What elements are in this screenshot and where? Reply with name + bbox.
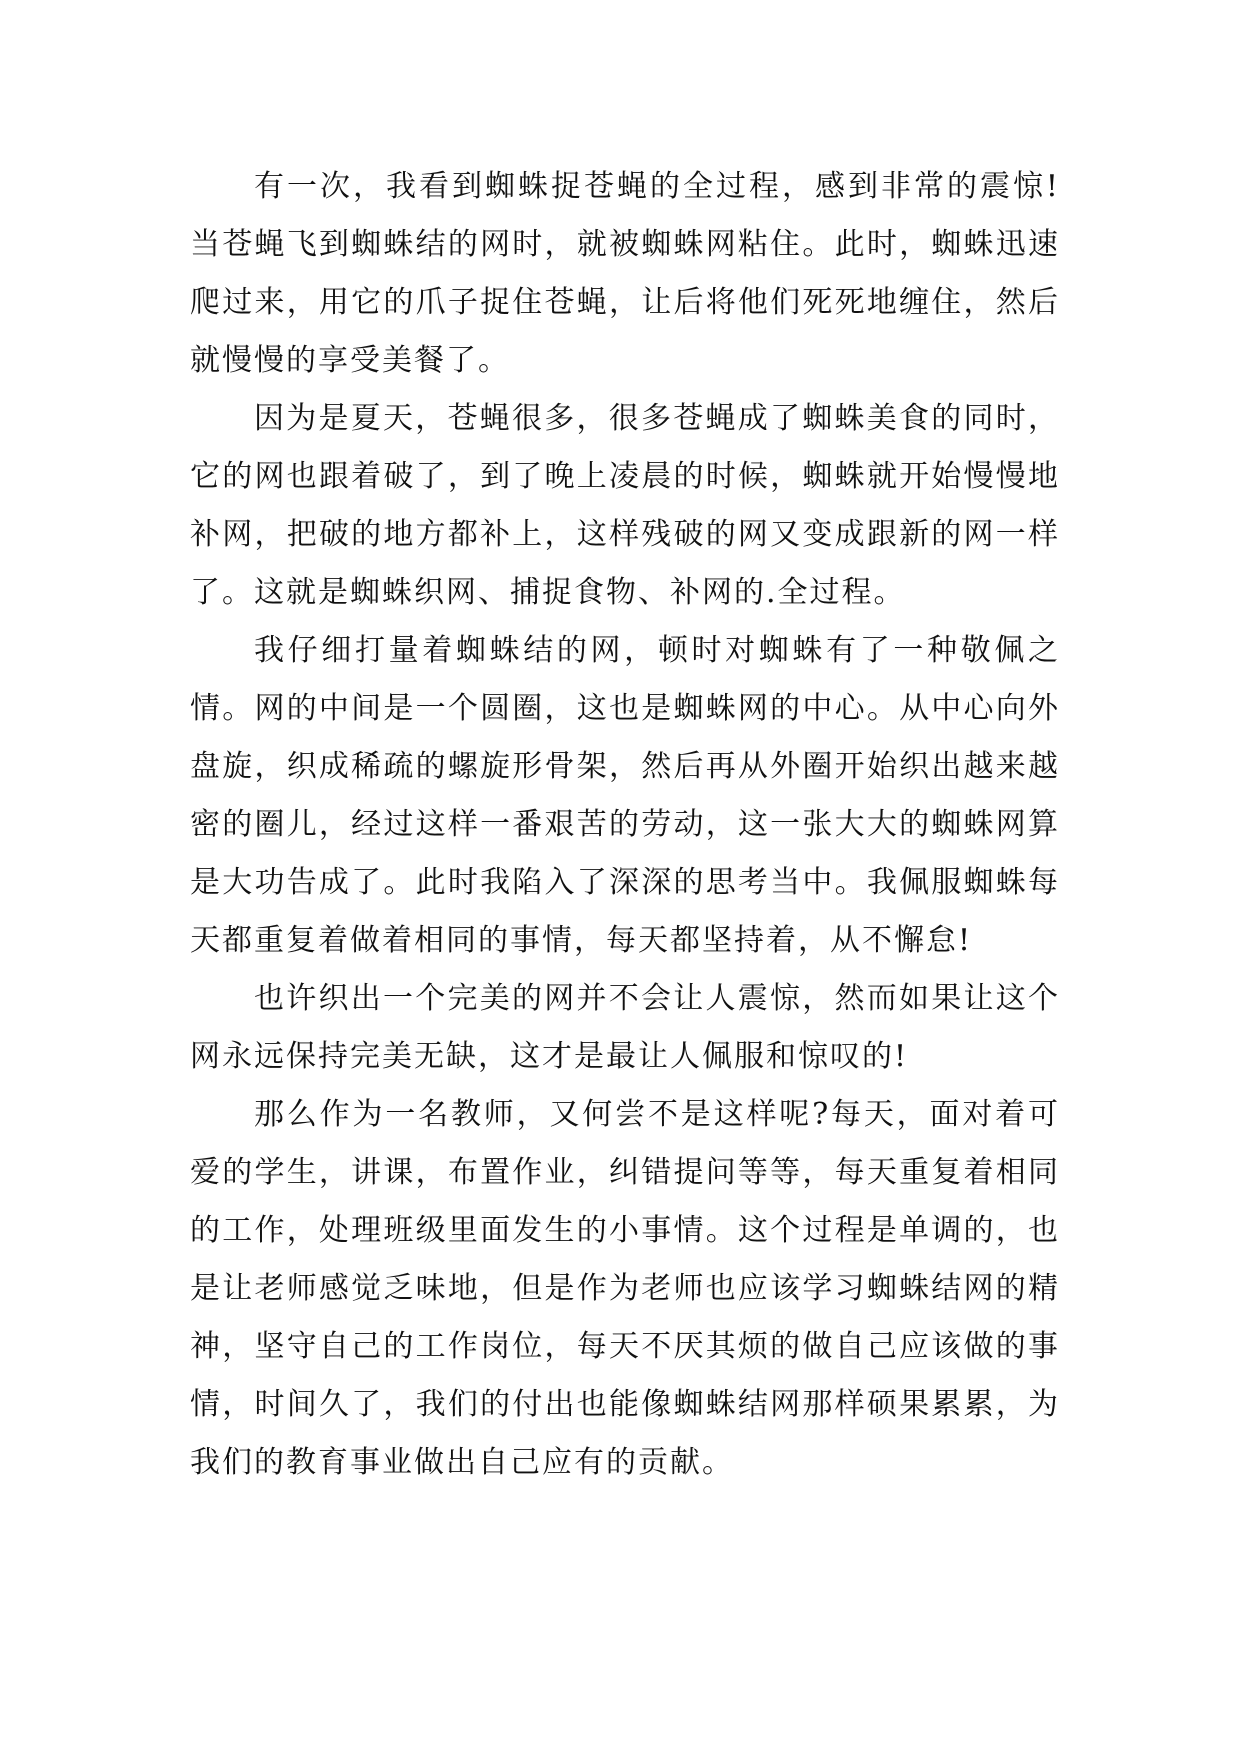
paragraph-2: 因为是夏天，苍蝇很多，很多苍蝇成了蜘蛛美食的同时，它的网也跟着破了，到了晚上凌晨的时候，蜘蛛就开始慢慢地补网，把破的地方都补上，这样残破的网又变成跟新的网一样了。这就是蜘蛛织网、捕捉食物、补网的.全过程。 (190, 401, 1060, 610)
paragraph-4: 也许织出一个完美的网并不会让人震惊，然而如果让这个网永远保持完美无缺，这才是最让人佩服和惊叹的! (190, 981, 1060, 1074)
paragraph-1: 有一次，我看到蜘蛛捉苍蝇的全过程，感到非常的震惊!当苍蝇飞到蜘蛛结的网时，就被蜘蛛网粘住。此时，蜘蛛迅速爬过来，用它的爪子捉住苍蝇，让后将他们死死地缠住，然后就慢慢的享受美餐了。 (190, 169, 1060, 378)
document-body (190, 158, 1060, 1492)
paragraph-5: 那么作为一名教师，又何尝不是这样呢?每天，面对着可爱的学生，讲课，布置作业，纠错提问等等，每天重复着相同的工作，处理班级里面发生的小事情。这个过程是单调的，也是让老师感觉乏味地，但是作为老师也应该学习蜘蛛结网的精神，坚守自己的工作岗位，每天不厌其烦的做自己应该做的事情，时间久了，我们的付出也能像蜘蛛结网那样硕果累累，为我们的教育事业做出自己应有的贡献。 (190, 1097, 1060, 1480)
paragraph-3: 我仔细打量着蜘蛛结的网，顿时对蜘蛛有了一种敬佩之情。网的中间是一个圆圈，这也是蜘蛛网的中心。从中心向外盘旋，织成稀疏的螺旋形骨架，然后再从外圈开始织出越来越密的圈儿，经过这样一番艰苦的劳动，这一张大大的蜘蛛网算是大功告成了。此时我陷入了深深的思考当中。我佩服蜘蛛每天都重复着做着相同的事情，每天都坚持着，从不懈怠! (190, 633, 1060, 958)
